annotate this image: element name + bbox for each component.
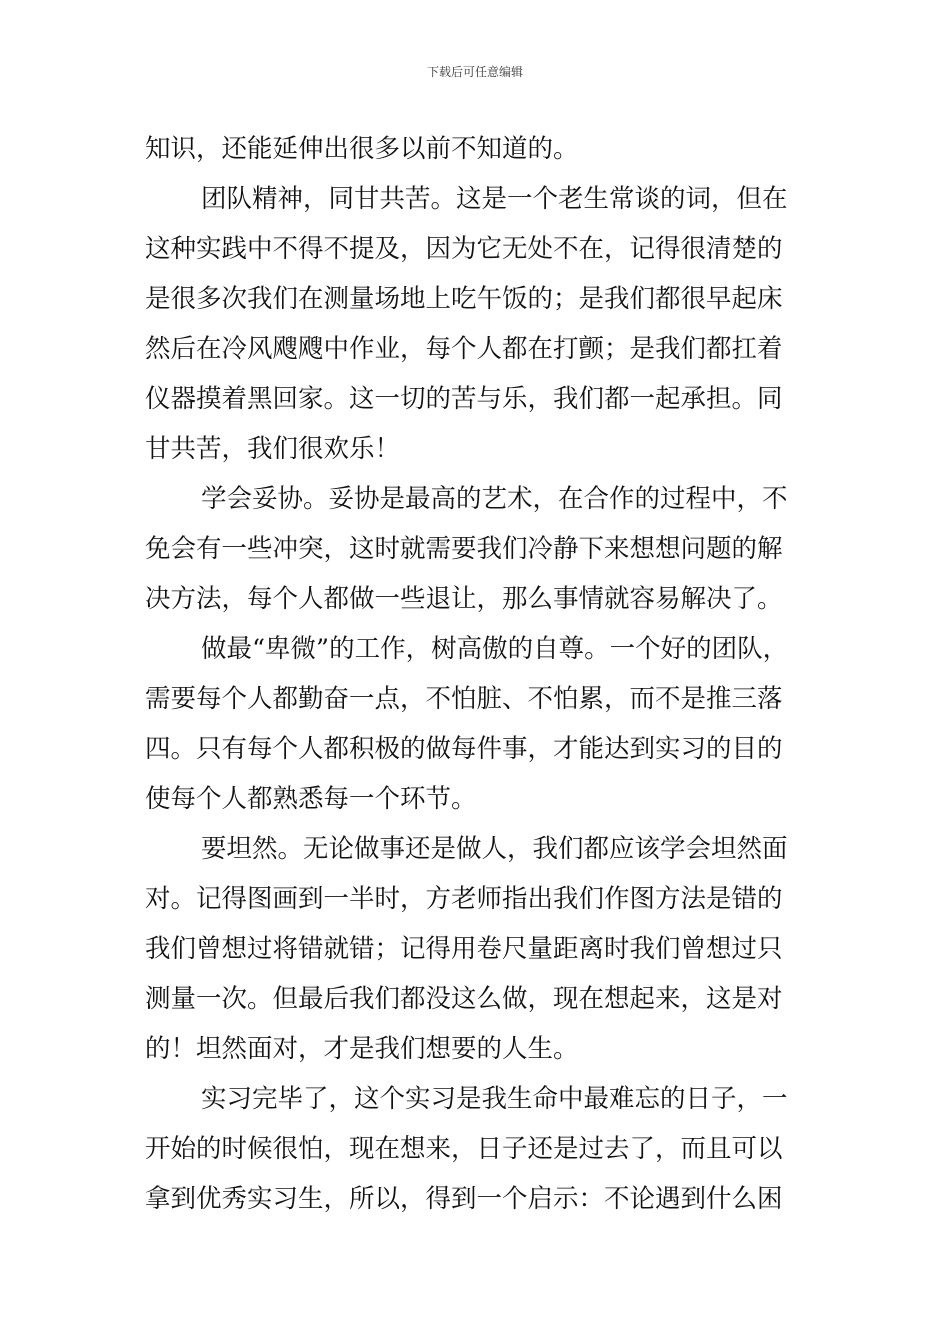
text-line: 团队精神，同甘共苦。这是一个老生常谈的词，但在 [201, 184, 788, 214]
text-line: 仪器摸着黑回家。这一切的苦与乐，我们都一起承担。同 [145, 384, 783, 414]
text-line: 四。只有每个人都积极的做每件事，才能达到实习的目的 [145, 734, 783, 764]
text-line: 然后在冷风飕飕中作业，每个人都在打颤；是我们都扛着 [145, 334, 783, 364]
text-line: 拿到优秀实习生，所以，得到一个启示：不论遇到什么困 [145, 1184, 783, 1214]
text-line: 是很多次我们在测量场地上吃午饭的；是我们都很早起床 [145, 284, 783, 314]
text-line: 测量一次。但最后我们都没这么做，现在想起来，这是对 [145, 984, 783, 1014]
text-line: 需要每个人都勤奋一点，不怕脏、不怕累，而不是推三落 [145, 684, 783, 714]
document-body [145, 124, 810, 1224]
text-line: 甘共苦，我们很欢乐！ [145, 434, 401, 464]
text-line: 的！坦然面对，才是我们想要的人生。 [145, 1034, 579, 1064]
text-line: 我们曾想过将错就错；记得用卷尺量距离时我们曾想过只 [145, 934, 783, 964]
text-line: 这种实践中不得不提及，因为它无处不在，记得很清楚的 [145, 234, 783, 264]
text-line: 知识，还能延伸出很多以前不知道的。 [145, 134, 579, 164]
text-line: 做最“卑微”的工作，树高傲的自尊。一个好的团队， [201, 634, 789, 664]
text-line: 要坦然。无论做事还是做人，我们都应该学会坦然面 [201, 834, 788, 864]
text-line: 学会妥协。妥协是最高的艺术，在合作的过程中，不 [201, 484, 788, 514]
text-line: 对。记得图画到一半时，方老师指出我们作图方法是错的 [145, 884, 783, 914]
text-line: 免会有一些冲突，这时就需要我们冷静下来想想问题的解 [145, 534, 783, 564]
text-line: 使每个人都熟悉每一个环节。 [145, 784, 477, 814]
text-line: 实习完毕了，这个实习是我生命中最难忘的日子，一 [201, 1084, 788, 1114]
page-header: 下载后可任意编辑 [426, 65, 523, 79]
text-line: 开始的时候很怕，现在想来，日子还是过去了，而且可以 [145, 1134, 783, 1164]
text-line: 决方法，每个人都做一些退让，那么事情就容易解决了。 [145, 584, 783, 614]
